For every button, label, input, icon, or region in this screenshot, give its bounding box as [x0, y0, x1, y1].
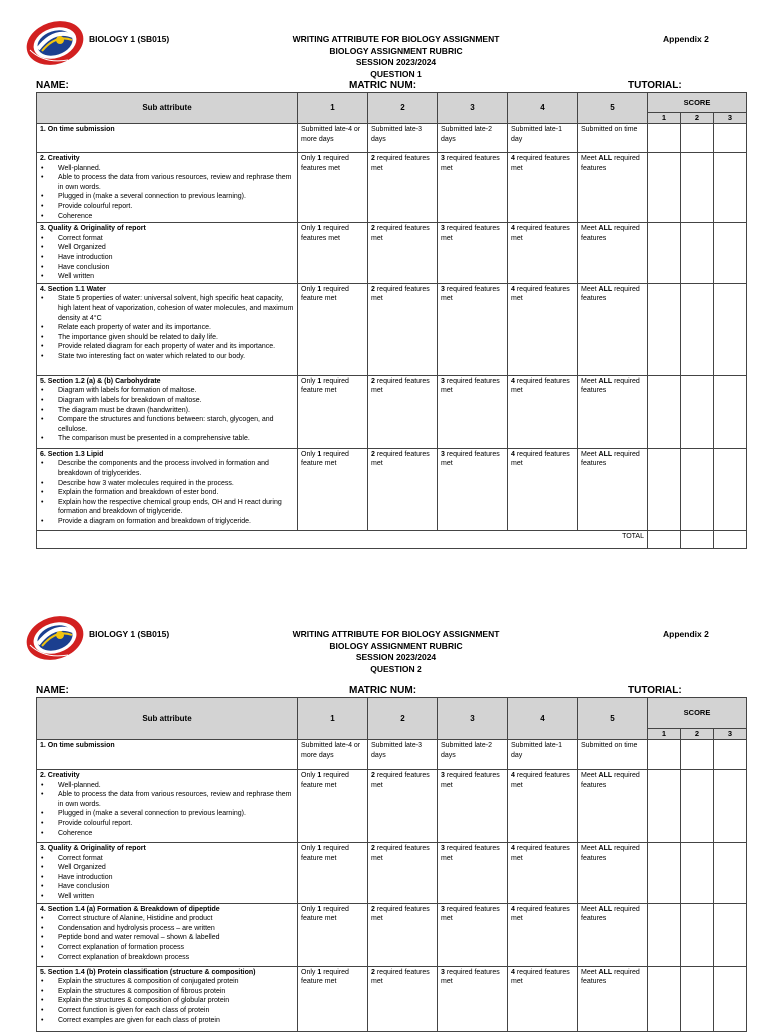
- criteria-item: • Diagram with labels for formation of maltose.: [40, 386, 294, 396]
- level-descriptor: 3 required features met: [438, 283, 508, 375]
- score-cell[interactable]: [714, 448, 747, 530]
- level-descriptor: 4 required features met: [508, 153, 578, 223]
- criteria-item: • State 5 properties of water: universal solvent, high specific heat capacity, high latent heat of vaporization, cohesion of water molecules, and maximum density at 4°C: [40, 294, 294, 323]
- title-line: QUESTION 1: [370, 68, 422, 79]
- total-row: [37, 530, 747, 548]
- name-label: NAME:: [36, 80, 69, 91]
- criteria-item: • Have conclusion: [40, 263, 294, 273]
- criteria-item: • The diagram must be drawn (handwritten).: [40, 406, 294, 416]
- score-cell[interactable]: [648, 770, 681, 843]
- score-cell[interactable]: [648, 903, 681, 966]
- sub-attribute-title: 2. Creativity: [40, 772, 80, 779]
- total-label: TOTAL: [37, 530, 648, 548]
- level-descriptor: Only 1 required feature met: [298, 903, 368, 966]
- level-descriptor: Meet ALL required features: [578, 448, 648, 530]
- score-cell[interactable]: [714, 283, 747, 375]
- score-cell[interactable]: [648, 740, 681, 770]
- level-descriptor: Submitted late-3 days: [368, 740, 438, 770]
- criteria-item: • Condensation and hydrolysis process – are written: [40, 924, 294, 934]
- total-score-cell[interactable]: [648, 530, 681, 548]
- title-line: BIOLOGY ASSIGNMENT RUBRIC: [329, 45, 463, 56]
- score-cell[interactable]: [714, 740, 747, 770]
- rubric-row: [37, 843, 747, 904]
- sub-attribute-title: 4. Section 1.4 (a) Formation & Breakdown of dipeptide: [40, 905, 220, 913]
- criteria-item: • Plugged in (make a several connection to previous learning).: [40, 809, 294, 819]
- criteria-item: • Coherence: [40, 829, 294, 839]
- criteria-list: [40, 977, 294, 1025]
- level-descriptor: Meet ALL required features: [578, 283, 648, 375]
- criteria-item: • Relate each property of water and its importance.: [40, 323, 294, 333]
- level-header: 5: [578, 698, 648, 740]
- criteria-item: • Provide related diagram for each property of water and its importance.: [40, 342, 294, 352]
- rubric-row: [37, 124, 747, 153]
- level-descriptor: Submitted late-2 days: [438, 124, 508, 153]
- score-cell[interactable]: [681, 966, 714, 1031]
- criteria-list: [40, 294, 294, 361]
- title-line: SESSION 2023/2024: [355, 57, 437, 67]
- criteria-list: [40, 854, 294, 902]
- score-cell[interactable]: [648, 843, 681, 904]
- sub-attribute-title: 2. Creativity: [40, 155, 80, 162]
- score-cell[interactable]: [681, 283, 714, 375]
- level-header: 4: [508, 698, 578, 740]
- score-cell[interactable]: [648, 124, 681, 153]
- level-descriptor: Submitted late-4 or more days: [298, 740, 368, 770]
- level-descriptor: 4 required features met: [508, 223, 578, 284]
- level-descriptor: Submitted on time: [578, 740, 648, 770]
- matric-label: MATRIC NUM:: [349, 685, 417, 696]
- sub-attribute-title: 1. On time submission: [40, 742, 115, 749]
- criteria-item: • Correct function is given for each class of protein: [40, 1006, 294, 1016]
- criteria-list: [40, 164, 294, 222]
- score-cell[interactable]: [648, 223, 681, 284]
- tutorial-label: TUTORIAL:: [628, 685, 682, 696]
- rubric-row: [37, 740, 747, 770]
- score-column-header: 1: [648, 729, 681, 740]
- level-header: 3: [438, 698, 508, 740]
- level-descriptor: 2 required features met: [368, 770, 438, 843]
- score-cell[interactable]: [714, 124, 747, 153]
- sub-attribute-cell: [37, 375, 298, 448]
- sub-attribute-title: 5. Section 1.4 (b) Protein classification (structure & composition): [40, 968, 256, 976]
- sub-attribute-header: Sub attribute: [37, 93, 298, 124]
- score-header: SCORE: [648, 93, 747, 113]
- sub-attribute-cell: [37, 448, 298, 530]
- criteria-list: [40, 459, 294, 526]
- score-cell[interactable]: [648, 375, 681, 448]
- criteria-item: • The importance given should be related to daily life.: [40, 333, 294, 343]
- score-cell[interactable]: [681, 740, 714, 770]
- criteria-item: • Well Organized: [40, 243, 294, 253]
- level-header: 1: [298, 93, 368, 124]
- criteria-item: • Well-planned.: [40, 164, 294, 174]
- score-cell[interactable]: [681, 153, 714, 223]
- score-cell[interactable]: [648, 448, 681, 530]
- level-descriptor: 4 required features met: [508, 843, 578, 904]
- criteria-item: • Have conclusion: [40, 882, 294, 892]
- criteria-item: • Correct format: [40, 854, 294, 864]
- level-descriptor: Meet ALL required features: [578, 153, 648, 223]
- level-descriptor: 3 required features met: [438, 448, 508, 530]
- document-title-block: [250, 629, 542, 675]
- level-descriptor: 4 required features met: [508, 283, 578, 375]
- criteria-item: • Well written: [40, 892, 294, 902]
- criteria-item: • State two interesting fact on water which related to our body.: [40, 352, 294, 362]
- criteria-item: • Provide colourful report.: [40, 819, 294, 829]
- level-descriptor: Only 1 required feature met: [298, 966, 368, 1031]
- title-line: BIOLOGY ASSIGNMENT RUBRIC: [329, 640, 463, 651]
- score-column-header: 2: [681, 113, 714, 124]
- title-line: WRITING ATTRIBUTE FOR BIOLOGY ASSIGNMENT: [292, 629, 500, 639]
- score-cell[interactable]: [714, 843, 747, 904]
- rubric-row: [37, 223, 747, 284]
- criteria-item: • Correct format: [40, 234, 294, 244]
- sub-attribute-title: 6. Section 1.3 Lipid: [40, 450, 104, 458]
- title-line: SESSION 2023/2024: [355, 652, 437, 662]
- criteria-item: • Explain the structures & composition of globular protein: [40, 996, 294, 1006]
- appendix-label: Appendix 2: [663, 629, 709, 639]
- sub-attribute-cell: [37, 740, 298, 770]
- criteria-item: • The comparison must be presented in a comprehensive table.: [40, 434, 294, 444]
- score-cell[interactable]: [681, 375, 714, 448]
- level-descriptor: Meet ALL required features: [578, 966, 648, 1031]
- header-row: [37, 93, 747, 113]
- sub-attribute-title: 4. Section 1.1 Water: [40, 285, 106, 293]
- level-descriptor: Only 1 required feature met: [298, 770, 368, 843]
- criteria-list: [40, 781, 294, 839]
- criteria-item: • Correct examples are given for each class of protein: [40, 1016, 294, 1026]
- appendix-label: Appendix 2: [663, 34, 709, 44]
- criteria-list: [40, 234, 294, 282]
- level-header: 2: [368, 93, 438, 124]
- level-descriptor: Meet ALL required features: [578, 843, 648, 904]
- criteria-item: • Able to process the data from various resources, review and rephrase them in own words.: [40, 173, 294, 192]
- criteria-item: • Explain how the respective chemical group ends, OH and H react during formation and breakdown of triglyceride.: [40, 498, 294, 517]
- level-descriptor: 2 required features met: [368, 448, 438, 530]
- level-header: 3: [438, 93, 508, 124]
- header-row: [37, 698, 747, 729]
- level-descriptor: Submitted late-1 day: [508, 740, 578, 770]
- level-descriptor: Submitted late-3 days: [368, 124, 438, 153]
- sub-attribute-title: 5. Section 1.2 (a) & (b) Carbohydrate: [40, 377, 161, 385]
- score-cell[interactable]: [681, 903, 714, 966]
- criteria-item: • Have introduction: [40, 253, 294, 263]
- level-descriptor: Meet ALL required features: [578, 223, 648, 284]
- score-cell[interactable]: [714, 770, 747, 843]
- criteria-item: • Well Organized: [40, 863, 294, 873]
- course-code: BIOLOGY 1 (SB015): [89, 629, 170, 639]
- level-descriptor: 2 required features met: [368, 843, 438, 904]
- sub-attribute-cell: [37, 283, 298, 375]
- course-code: BIOLOGY 1 (SB015): [89, 34, 170, 44]
- level-descriptor: Only 1 required feature met: [298, 375, 368, 448]
- logo-container: [24, 20, 86, 66]
- criteria-item: • Compare the structures and functions between: starch, glycogen, and cellulose.: [40, 415, 294, 434]
- total-score-cell[interactable]: [714, 530, 747, 548]
- criteria-item: • Correct explanation of breakdown process: [40, 953, 294, 963]
- score-cell[interactable]: [681, 843, 714, 904]
- sub-attribute-title: 1. On time submission: [40, 126, 115, 133]
- level-descriptor: 3 required features met: [438, 770, 508, 843]
- level-descriptor: 3 required features met: [438, 903, 508, 966]
- criteria-item: • Explain the formation and breakdown of ester bond.: [40, 488, 294, 498]
- rubric-row: [37, 903, 747, 966]
- score-cell[interactable]: [681, 223, 714, 284]
- level-descriptor: Meet ALL required features: [578, 770, 648, 843]
- score-column-header: 3: [714, 113, 747, 124]
- level-descriptor: 2 required features met: [368, 375, 438, 448]
- criteria-item: • Correct explanation of formation process: [40, 943, 294, 953]
- level-descriptor: 3 required features met: [438, 223, 508, 284]
- level-descriptor: Meet ALL required features: [578, 903, 648, 966]
- rubric-row: [37, 966, 747, 1031]
- sub-attribute-title: 3. Quality & Originality of report: [40, 845, 146, 852]
- rubric-row: [37, 770, 747, 843]
- level-descriptor: 4 required features met: [508, 903, 578, 966]
- criteria-item: • Describe how 3 water molecules required in the process.: [40, 479, 294, 489]
- criteria-item: • Correct structure of Alanine, Histidine and product: [40, 914, 294, 924]
- title-line: WRITING ATTRIBUTE FOR BIOLOGY ASSIGNMENT: [292, 34, 500, 44]
- level-header: 5: [578, 93, 648, 124]
- score-cell[interactable]: [681, 124, 714, 153]
- criteria-item: • Peptide bond and water removal – shown & labelled: [40, 933, 294, 943]
- criteria-item: • Explain the structures & composition of conjugated protein: [40, 977, 294, 987]
- level-descriptor: 3 required features met: [438, 843, 508, 904]
- score-cell[interactable]: [714, 903, 747, 966]
- level-descriptor: Meet ALL required features: [578, 375, 648, 448]
- sub-attribute-cell: [37, 966, 298, 1031]
- sub-attribute-cell: [37, 124, 298, 153]
- sub-attribute-cell: [37, 223, 298, 284]
- document-title-block: [250, 34, 542, 80]
- rubric-row: [37, 375, 747, 448]
- institution-logo: [24, 615, 86, 661]
- score-column-header: 2: [681, 729, 714, 740]
- level-header: 2: [368, 698, 438, 740]
- level-descriptor: 2 required features met: [368, 223, 438, 284]
- title-line: QUESTION 2: [370, 663, 422, 674]
- tutorial-label: TUTORIAL:: [628, 80, 682, 91]
- rubric-row: [37, 153, 747, 223]
- criteria-item: • Well-planned.: [40, 781, 294, 791]
- sub-attribute-cell: [37, 153, 298, 223]
- level-header: 1: [298, 698, 368, 740]
- rubric-table: [36, 697, 747, 1032]
- level-descriptor: Submitted late-2 days: [438, 740, 508, 770]
- score-cell[interactable]: [648, 966, 681, 1031]
- name-label: NAME:: [36, 685, 69, 696]
- criteria-item: • Provide a diagram on formation and breakdown of triglyceride.: [40, 517, 294, 527]
- criteria-item: • Coherence: [40, 212, 294, 222]
- sub-attribute-cell: [37, 843, 298, 904]
- level-descriptor: 4 required features met: [508, 375, 578, 448]
- institution-logo: [24, 20, 86, 66]
- level-descriptor: Only 1 required feature met: [298, 843, 368, 904]
- score-header: SCORE: [648, 698, 747, 729]
- level-descriptor: 2 required features met: [368, 153, 438, 223]
- score-cell[interactable]: [714, 966, 747, 1031]
- total-score-cell[interactable]: [681, 530, 714, 548]
- level-descriptor: Submitted on time: [578, 124, 648, 153]
- rubric-row: [37, 448, 747, 530]
- level-descriptor: 4 required features met: [508, 770, 578, 843]
- logo-container: [24, 615, 86, 661]
- score-column-header: 3: [714, 729, 747, 740]
- level-header: 4: [508, 93, 578, 124]
- criteria-item: • Diagram with labels for breakdown of maltose.: [40, 396, 294, 406]
- level-descriptor: 3 required features met: [438, 966, 508, 1031]
- level-descriptor: Only 1 required features met: [298, 223, 368, 284]
- matric-label: MATRIC NUM:: [349, 80, 417, 91]
- score-column-header: 1: [648, 113, 681, 124]
- sub-attribute-cell: [37, 903, 298, 966]
- level-descriptor: Only 1 required feature met: [298, 283, 368, 375]
- level-descriptor: Only 1 required feature met: [298, 448, 368, 530]
- criteria-item: • Plugged in (make a several connection to previous learning).: [40, 192, 294, 202]
- level-descriptor: 4 required features met: [508, 966, 578, 1031]
- level-descriptor: Submitted late-4 or more days: [298, 124, 368, 153]
- level-descriptor: 3 required features met: [438, 153, 508, 223]
- score-cell[interactable]: [681, 770, 714, 843]
- criteria-item: • Well written: [40, 272, 294, 282]
- level-descriptor: 3 required features met: [438, 375, 508, 448]
- criteria-item: • Describe the components and the process involved in formation and breakdown of triglycerides.: [40, 459, 294, 478]
- score-cell[interactable]: [714, 153, 747, 223]
- criteria-list: [40, 386, 294, 444]
- score-cell[interactable]: [648, 153, 681, 223]
- criteria-item: • Explain the structures & composition of fibrous protein: [40, 987, 294, 997]
- criteria-item: • Have introduction: [40, 873, 294, 883]
- level-descriptor: 2 required features met: [368, 283, 438, 375]
- score-cell[interactable]: [714, 375, 747, 448]
- criteria-item: • Provide colourful report.: [40, 202, 294, 212]
- sub-attribute-title: 3. Quality & Originality of report: [40, 225, 146, 233]
- score-cell[interactable]: [648, 283, 681, 375]
- rubric-table: [36, 92, 747, 549]
- level-descriptor: Only 1 required features met: [298, 153, 368, 223]
- sub-attribute-cell: [37, 770, 298, 843]
- criteria-list: [40, 914, 294, 962]
- rubric-row: [37, 283, 747, 375]
- score-cell[interactable]: [681, 448, 714, 530]
- sub-attribute-header: Sub attribute: [37, 698, 298, 740]
- score-cell[interactable]: [714, 223, 747, 284]
- criteria-item: • Able to process the data from various resources, review and rephrase them in own words.: [40, 790, 294, 809]
- level-descriptor: 2 required features met: [368, 903, 438, 966]
- level-descriptor: 2 required features met: [368, 966, 438, 1031]
- level-descriptor: Submitted late-1 day: [508, 124, 578, 153]
- level-descriptor: 4 required features met: [508, 448, 578, 530]
